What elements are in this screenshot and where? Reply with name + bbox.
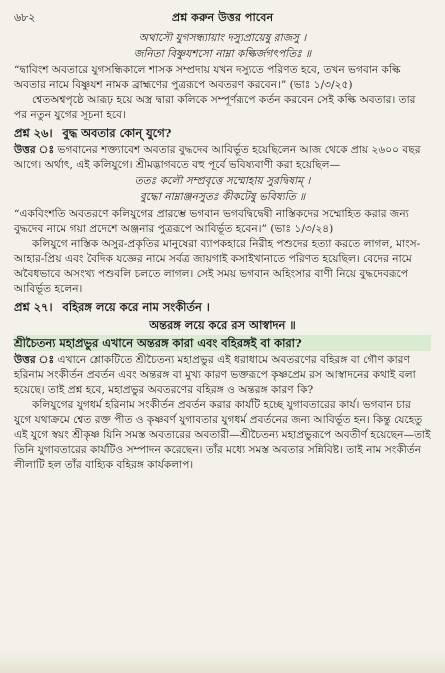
question-text: শ্রীচৈতন্য মহাপ্রভুর এখানে অন্তরঙ্গ কারা এবং বহিরঙ্গই বা কারা? [14, 335, 431, 351]
answer-label: উত্তর ঃ [14, 354, 55, 367]
question-27 [14, 299, 431, 315]
running-title: প্রশ্ন করুন উত্তর পাবেন [171, 10, 274, 24]
verse-line: অথাসৌ যুগসন্ধ্যায়াং দস্যুপ্রায়েষু রাজসু । [138, 32, 307, 44]
question-verse-line: অন্তরঙ্গ লয়ে করে রস আস্বাদন ॥ [149, 317, 296, 332]
question-26 [14, 125, 431, 141]
answer-26 [14, 143, 431, 173]
question-text: বুদ্ধ অবতার কোন্ যুগে? [62, 126, 172, 141]
verse-translation-2: “একবিংশতি অবতরণে কলিযুগের প্রারম্ভে ভগবান ভগবদ্বিদ্বেষী নাস্তিকদের সম্মোহিত করার জন্য বুদ্ধদেব নামে গয়া প্রদেশে অঞ্জনার পুত্ররূপে আবির্ভূত হবেন।” (ভাঃ ১/৩/২৪) [14, 207, 409, 235]
page-header [14, 8, 431, 30]
answer-text: ভগবানের শক্ত্যাবেশ অবতার বুদ্ধদেব আবির্ভূত হয়েছিলেন আজ থেকে প্রায় ২৬০০ বছর আগে। অর্থাৎ, এই কলিযুগে। শ্রীমদ্ভাগবতে বহু পূর্বে ভবিষ্যবাণী করা হয়েছিল— [14, 144, 421, 172]
verse-translation-1: “দ্বাবিংশ অবতারে যুগসন্ধিকালে শাসক সম্প্রদায় যখন দস্যুতে পরিণত হবে, তখন ভগবান কল্কি অবতার নামে বিষ্ণুযশ নামক ব্রাহ্মণের পুত্ররূপে অবতরণ করবেন।” (ভাঃ ১/৩/২৫) [14, 64, 401, 92]
paragraph: কলিযুগের যুগধর্ম হরিনাম সংকীর্তন প্রবর্তন করার কার্যটি হচ্ছে যুগাবতারের কার্য। ভগবান চার যুগে যথাক্রমে শ্বেত রক্ত পীত ও কৃষ্ণবর্ণ যুগাবতার যুগধর্ম প্রবর্তনের জন্য আবির্ভূত হন। কিন্তু যেহেতু এই যুগে স্বয়ং শ্রীকৃষ্ণ যিনি সমস্ত অবতারের অবতারী—শ্রীচৈতন্য মহাপ্রভুরূপে অবতীর্ণ হয়েছেন—তাই তিনি যুগাবতারের কার্যটিও সম্পাদন করেছেন। তাঁর মধ্যে সমস্ত অবতার সন্নিবিষ্ট। তাই নাম সংকীর্তন লীলাটি হল তাঁর বাহ্যিক বহিরঙ্গ কার্যকলাপ। [14, 399, 431, 472]
verse-line: ততঃ কলৌ সম্প্রবৃত্তে সম্মোহায় সুরদ্বিষাম্ । [134, 175, 311, 188]
page-edge-shadow [0, 651, 445, 673]
question-verse-line: বহিরঙ্গ লয়ে করে নাম সংকীর্তন । [62, 299, 210, 314]
sanskrit-verse-2 [14, 174, 431, 205]
verse-line: জনিতা বিষ্ণুযশসো নাম্না কল্কির্জগৎপতিঃ ॥ [133, 48, 312, 61]
verse-line: বুদ্ধো নাম্নাঞ্জনসুতঃ কীকটেষু ভবিষ্যতি ॥ [139, 191, 306, 204]
question-label: প্রশ্ন ২৭। [14, 299, 53, 314]
answer-label: উত্তর ঃ [14, 144, 55, 157]
paragraph: শ্বেতঅশ্বপৃষ্ঠে আরূঢ় হয়ে অস্ত্র দ্বারা কলিকে সম্পূর্ণরূপে কর্তন করবেন সেই কল্কি অবতার। তার পর নতুন যুগের সূচনা হবে। [14, 94, 416, 122]
sanskrit-verse-1 [14, 31, 431, 62]
answer-text: এখানে শ্লোকটিতে শ্রীচৈতন্য মহাপ্রভুর এই ধরাধামে অবতরণের বহিরঙ্গ বা গৌণ কারণ হরিনাম সংকীর্তন প্রবর্তন এবং অন্তরঙ্গ বা মুখ্য কারণ ভক্তরূপে কৃষ্ণপ্রেম রস আস্বাদনের কথাই বলা হয়েছে। তাই প্রশ্ন হবে, মহাপ্রভুর অবতরণের বহিরঙ্গ ও অন্তরঙ্গ কারণ কি? [14, 354, 416, 397]
paragraph: কলিযুগে নাস্তিক অসুর-প্রকৃতির মানুষেরা ব্যাপকহারে নিরীহ পশুদের হত্যা করতে লাগল, মাংস-আহার-প্রিয় এবং বৈদিক যজ্ঞের নামে সর্বত্র জায়গাই কসাইখানাতে পরিণত হয়েছিল। বেদের নামে অবৈধভাবে অসংখ্য পশুবলি চলতে লাগল। সেই সময় ভগবান অহিংসার বাণী নিয়ে বুদ্ধদেবরূপে আবির্ভূত হলেন। [14, 237, 421, 295]
answer-27 [14, 353, 431, 398]
page-number: ৬৮২ [14, 11, 36, 24]
question-label: প্রশ্ন ২৬। [14, 126, 53, 141]
